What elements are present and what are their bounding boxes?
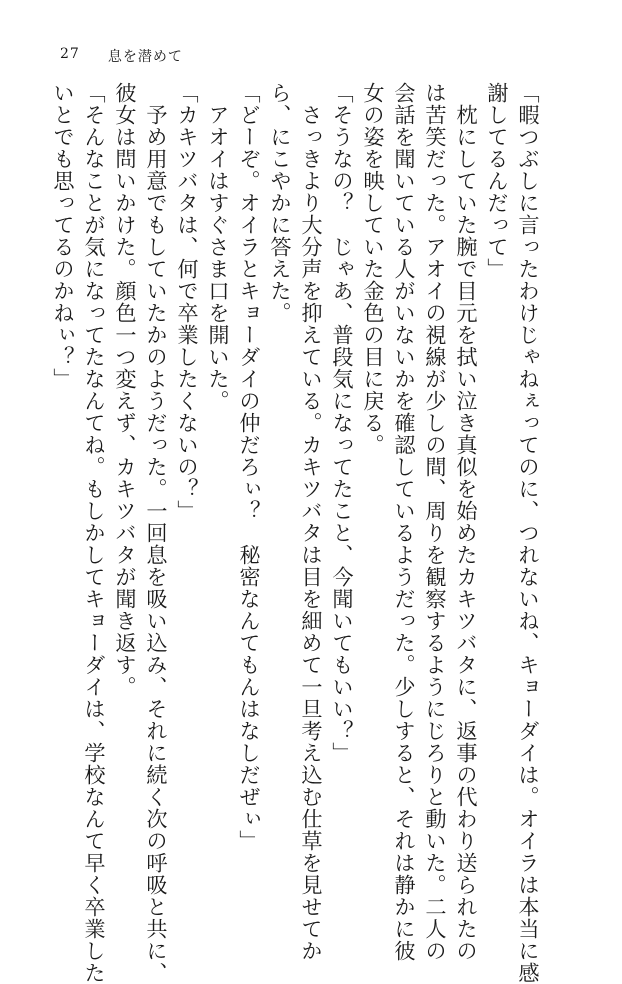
text-column: 枕にしていた腕で目元を拭い泣き真似を始めたカキツバタに、返事の代わり送られたの	[454, 82, 479, 962]
text-column: 謝してるんだって」	[485, 82, 510, 280]
text-column: 「どーぞ。オイラとキョーダイの仲だろぃ？ 秘密なんてもんはなしだぜぃ」	[237, 82, 262, 852]
vertical-body-text	[48, 82, 544, 984]
text-column: 「暇つぶしに言ったわけじゃねぇってのに、つれないね、キョーダイは。オイラは本当に感	[516, 82, 541, 984]
text-column: さっきより大分声を抑えている。カキツバタは目を細めて一旦考え込む仕草を見せてか	[299, 82, 324, 962]
text-column: ら、にこやかに答えた。	[268, 82, 293, 324]
text-column: 彼女は問いかけた。顔色一つ変えず、カキツバタが聞き返す。	[113, 82, 138, 698]
chapter-title: 息を潜めて	[107, 49, 183, 65]
page-number: 27	[60, 46, 80, 62]
text-column: いとでも思ってるのかねぃ？」	[51, 82, 76, 390]
text-column: 会話を聞いている人がいないかを確認しているようだった。少しすると、それは静かに彼	[392, 82, 417, 962]
text-column: 「そうなの？ じゃあ、普段気になってたこと、今聞いてもいい？」	[330, 82, 355, 764]
text-column: は苦笑だった。アオイの視線が少しの間、周りを観察するようにじろりと動いた。二人の	[423, 82, 448, 962]
text-column: 「そんなことが気になってたなんてね。もしかしてキョーダイは、学校なんて早く卒業した	[82, 82, 107, 984]
page-header	[60, 46, 183, 66]
text-column: 女の姿を映していた金色の目に戻る。	[361, 82, 386, 456]
text-column: 予め用意でもしていたかのようだった。一回息を吸い込み、それに続く次の呼吸と共に、	[144, 82, 169, 984]
text-column: アオイはすぐさま口を開いた。	[206, 82, 231, 412]
text-column: 「カキツバタは、何で卒業したくないの？」	[175, 82, 200, 522]
